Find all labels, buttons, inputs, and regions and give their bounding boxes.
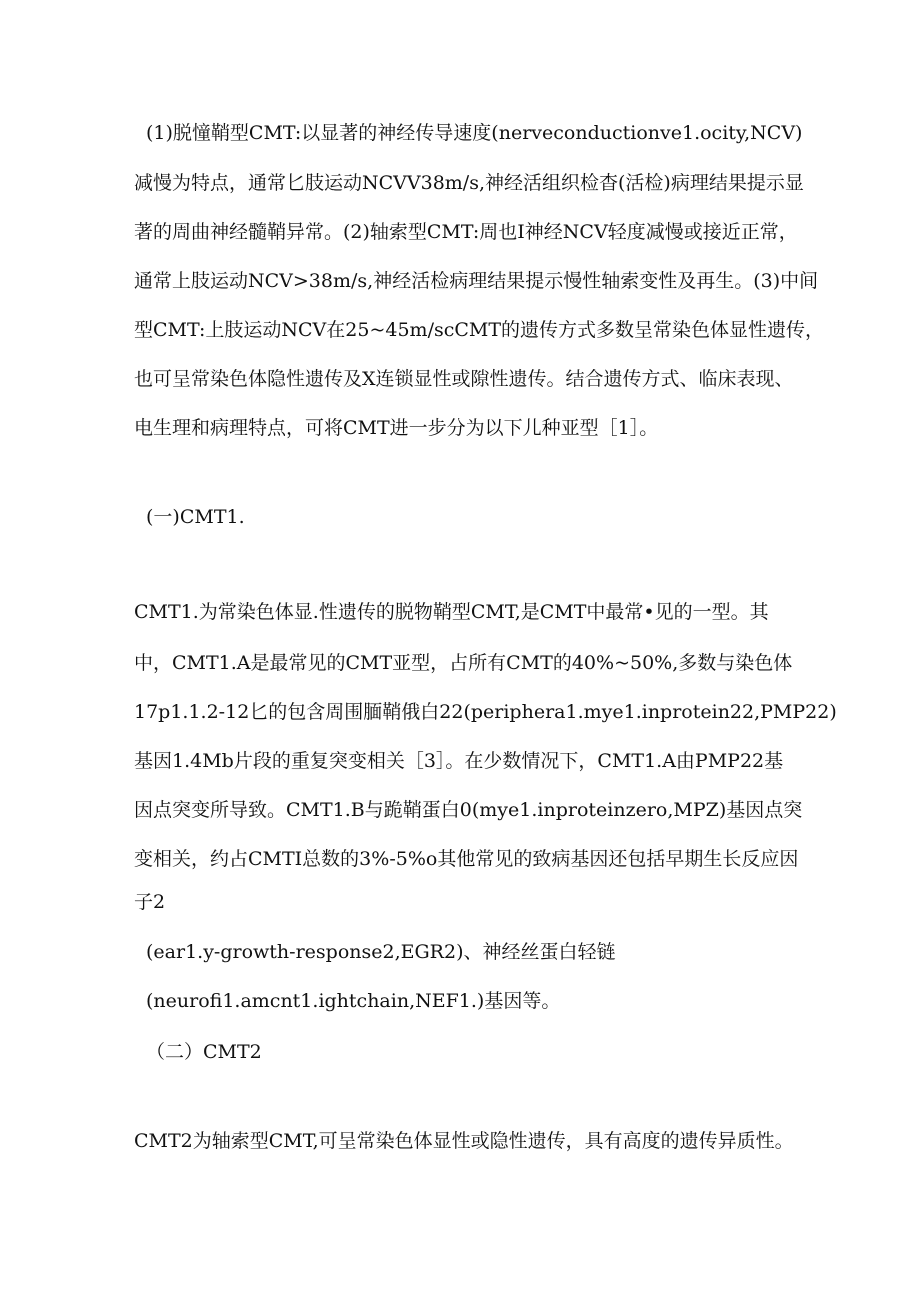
text-line: CMT1.为常染色体显.性遗传的脱物鞘型CMT,是CMT中最常•见的一型。其 bbox=[134, 601, 769, 623]
text-line: CMT2为轴索型CMT,可呈常染色体显性或隐性遗传，具有高度的遗传异质性。 bbox=[134, 1130, 794, 1152]
text-line: 17p1.1.2-12匕的包含周围腼鞘俄白22(periphera1.mye1.inprotein22,PMP22) bbox=[134, 701, 837, 723]
text-line: 中，CMT1.A是最常见的CMT亚型，占所有CMT的40%~50%,多数与染色体 bbox=[134, 652, 793, 674]
text-line: 也可呈常染色体隐性遗传及X连锁显性或隙性遗传。结合遗传方式、临床表现、 bbox=[134, 368, 794, 390]
section-heading-cmt2: （二）CMT2 bbox=[146, 1041, 262, 1063]
text-line: 减慢为特点，通常匕肢运动NCVV38m∕s,神经活组织检杳(活检)病理结果提示显 bbox=[134, 172, 804, 194]
text-line: 型CMT:上肢运动NCV在25~45m/scCMT的遗传方式多数呈常染色体显性遗传， bbox=[134, 319, 825, 341]
text-line: 通常上肢运动NCV>38m∕s,神经活检病理结果提示慢性轴索变性及再生。(3)中间 bbox=[134, 270, 819, 292]
section-heading-cmt1: (一)CMT1. bbox=[146, 506, 245, 528]
text-line: 因点突变所导致。CMT1.B与跪鞘蛋白0(mye1.inproteinzero,MPZ)基因点突 bbox=[134, 799, 803, 821]
text-line: 基因1.4Mb片段的重复突变相关［3］。在少数情况下，CMT1.A由PMP22基 bbox=[134, 750, 784, 772]
text-line: (ear1.y-growth-response2,EGR2)、神经丝蛋白轻链 bbox=[146, 941, 616, 963]
text-line: 变相关，约占CMTI总数的3%-5%o其他常见的致病基因还包括早期生长反应因 bbox=[134, 848, 799, 870]
text-line: (neurofi1.amcnt1.ightchain,NEF1.)基因等。 bbox=[146, 990, 561, 1012]
text-line: 著的周曲神经髓鞘异常。(2)轴索型CMT:周也I神经NCV轻度减慢或接近正常， bbox=[134, 221, 798, 243]
text-line: 电生理和病理特点，可将CMT进一步分为以下儿种亚型［1］。 bbox=[134, 417, 659, 439]
text-line: (1)脱憧鞘型CMT:以显著的神经传导速度(nerveconductionve1.ocity,NCV) bbox=[146, 122, 803, 144]
text-line: 子2 bbox=[134, 891, 166, 913]
